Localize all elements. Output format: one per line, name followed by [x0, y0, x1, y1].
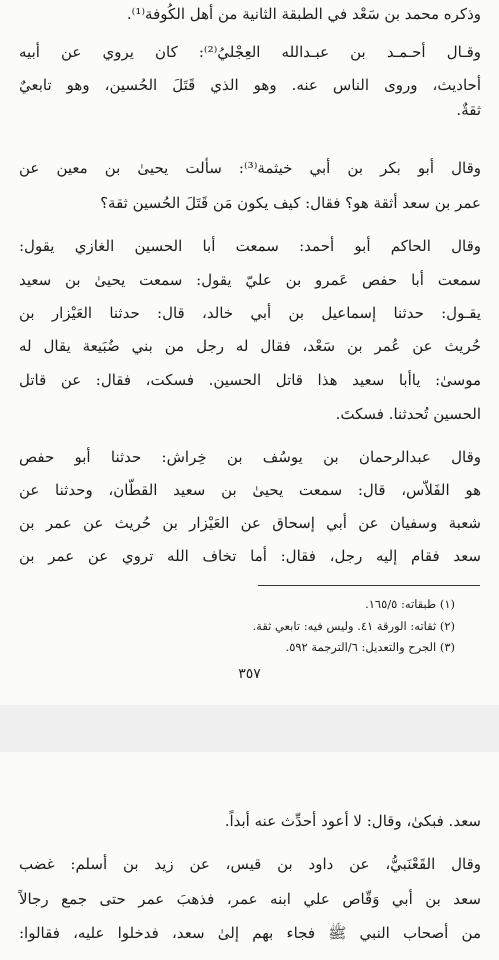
text-line: شعبة وسفيان عن أبي إسحاق عن العَيْزار بن حُريث عن عمر بن: [19, 514, 481, 532]
text-line: سعد فقام إليه رجل، فقال: أما تخاف الله تروي عن عمر بن: [19, 547, 481, 565]
text-line: سعد. فبكىٰ، وقال: لا أعود أحدِّث عنه أبداً.: [224, 812, 481, 830]
text-line: أحاديث، وروى الناس عنه. وهو الذي قَتَلَ الحُسين، وهو تابعيٌ: [19, 76, 481, 94]
text-line: وقـال أحـمـد بن عبـدالله العِجْليُ⁽²⁾: كان يروي عن أبيه: [19, 43, 481, 61]
text-line: ثقةٌ.: [456, 101, 481, 119]
text-line: سمعت أبا حفص عَمرو بن عليّ يقول: سمعت يحيىٰ بن سعيد: [19, 271, 481, 289]
text-line: الحسين تُحدثنا. فسكتَ.: [335, 405, 481, 423]
text-line: وقال الحاكم أبو أحمد: سمعت أبا الحسين الغازي يقول:: [19, 237, 481, 255]
text-line: وذكره محمد بن سَعْد في الطبقة الثانية من أهل الكُوفة⁽¹⁾.: [126, 5, 481, 23]
text-line: سعد بن أبي وَقّاص علي ابنه عمر، فذهبَ عمر حتى جمع رجالاً: [19, 890, 481, 908]
text-line: يقـول: حدثنا إسماعيل بن أبي خالد، قال: حدثنا العَيْزار بن: [19, 304, 481, 322]
book-page-bottom: [0, 752, 499, 960]
text-line: حُريث عن عُمر بن سَعْد، فقال له رجل من بني ضُبَيعة يقال له: [19, 337, 481, 355]
footnote: (١) طبقاته: ١٦٥/٥.: [365, 597, 455, 611]
footnote-separator: [258, 585, 480, 586]
text-line: وقال القَعْنَبيُّ، عن داود بن قيس، عن زيد بن أسلم: غضب: [19, 855, 481, 873]
text-line: هو الفَلاّس، قال: سمعت يحيىٰ بن سعيد القطّان، وحدثنا عن: [19, 481, 481, 499]
text-line: عمر بن سعد أثقة هو؟ فقال: كيف يكون مَن قَتَلَ الحُسين ثقة؟: [100, 194, 481, 212]
footnote: (٣) الجرح والتعديل: ٦/الترجمة ٥٩٢.: [285, 640, 455, 654]
text-line: موسىٰ: ياأبا سعيد هذا قاتل الحسين. فسكت، فقال: عن قاتل: [19, 371, 481, 389]
page-number: ٣٥٧: [238, 666, 261, 682]
text-line: وقال أبو بكر بن أبي خيثمة⁽³⁾: سألت يحيىٰ بن معين عن: [19, 159, 481, 177]
page-gap: [0, 705, 499, 752]
footnote: (٢) ثقاته: الورقة ٤١. وليس فيه: تابعي ثقة.: [252, 619, 455, 633]
text-line: من أصحاب النبي ﷺ فجاء بهم إلىٰ سعد، فدخلوا عليه، فقالوا:: [19, 924, 481, 942]
text-line: وقال عبدالرحمان بن يوسُف بن خِراش: حدثنا أبو حفص: [19, 448, 481, 466]
